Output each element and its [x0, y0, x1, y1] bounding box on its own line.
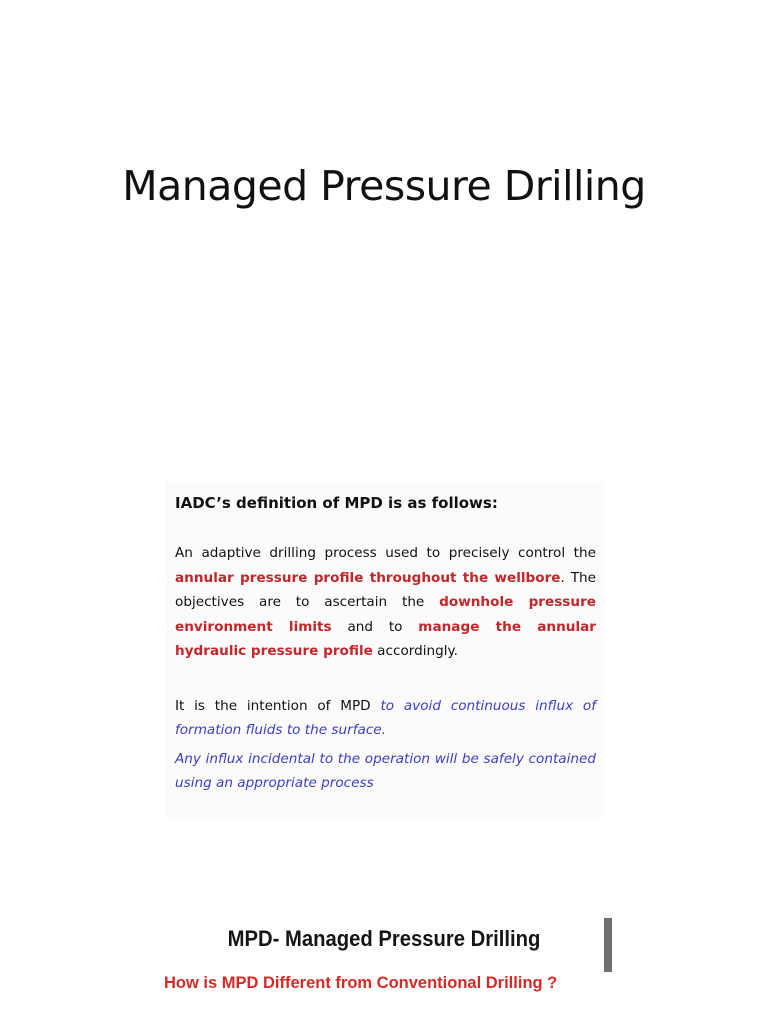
mpd-title-slide — [158, 914, 618, 1024]
highlight-annular-pressure: annular pressure profile throughout the wellbore — [175, 569, 561, 586]
definition-heading: IADC’s definition of MPD is as follows: — [175, 494, 498, 512]
iadc-definition-slide — [166, 482, 604, 818]
highlight-downhole-limits: downhole pressure environment limits — [175, 594, 597, 635]
definition-text-3: and to — [331, 618, 419, 635]
intention-paragraph — [175, 694, 596, 743]
highlight-manage-profile: manage the annular hydraulic pressure profile — [175, 618, 597, 659]
slide-edge-marker — [604, 918, 612, 972]
definition-text-1: An adaptive drilling process used to precisely control the — [175, 545, 596, 561]
influx-paragraph: Any influx incidental to the operation will be safely contained using an appropriate process — [175, 750, 596, 791]
intention-text: It is the intention of MPD — [175, 697, 381, 714]
definition-text-4: accordingly. — [372, 643, 458, 659]
mpd-question: How is MPD Different from Conventional Drilling ? — [164, 974, 558, 992]
intention-highlight: to avoid continuous influx of formation fluids to the surface. — [175, 697, 596, 738]
mpd-slide-title: MPD- Managed Pressure Drilling — [227, 926, 541, 951]
page-title: Managed Pressure Drilling — [122, 162, 646, 210]
definition-paragraph — [175, 541, 596, 664]
definition-text-2: . The objectives are to ascertain the — [175, 569, 596, 610]
